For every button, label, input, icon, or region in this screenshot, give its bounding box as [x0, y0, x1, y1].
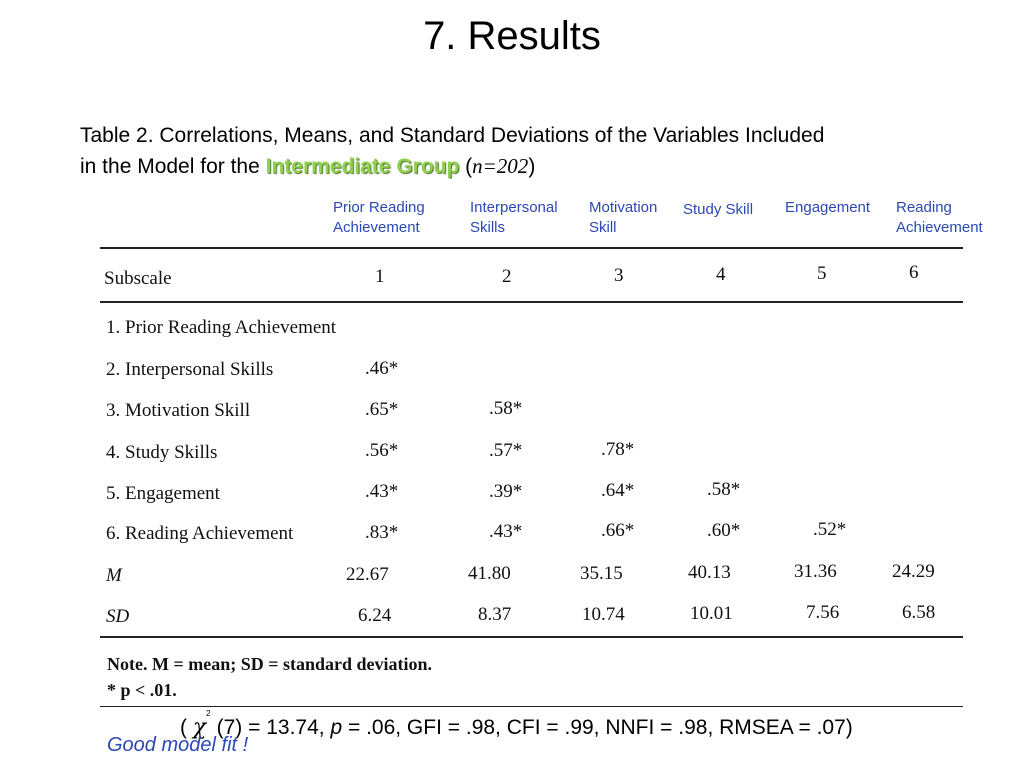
sd-value: 7.56 [806, 602, 840, 623]
correlation-value: .43* [489, 521, 523, 542]
col-number: 2 [502, 266, 512, 287]
mean-value: 31.36 [794, 561, 837, 582]
caption-prefix: in the Model for the [80, 155, 266, 178]
group-highlight: Intermediate Group [265, 155, 460, 178]
stats-text-b: = .06, GFI = .98, CFI = .99, NNFI = .98, RMSEA = .07) [342, 716, 853, 739]
correlation-value: .46* [365, 358, 399, 379]
slide-title: 7. Results [423, 14, 601, 58]
row-label: 4. Study Skills [106, 442, 218, 463]
col-label-line: Reading [896, 199, 952, 216]
sd-value: 10.01 [690, 603, 733, 624]
correlation-value: .65* [365, 399, 399, 420]
mean-value: 35.15 [580, 563, 623, 584]
row-label: 1. Prior Reading Achievement [106, 317, 337, 338]
col-label-line: Achievement [333, 219, 420, 236]
correlation-value: .58* [489, 398, 523, 419]
table-note: Note. M = mean; SD = standard deviation. [107, 654, 433, 674]
col-number: 1 [375, 266, 385, 287]
col-label-reading-achievement [896, 198, 983, 238]
col-number: 6 [909, 262, 919, 283]
col-label-interpersonal [470, 198, 558, 238]
col-label-motivation [589, 198, 657, 238]
mean-value: 41.80 [468, 563, 511, 584]
col-number: 4 [716, 264, 726, 285]
correlation-value: .58* [707, 479, 741, 500]
stats-text-a: (7) = 13.74, [216, 716, 331, 739]
fit-statistics [180, 709, 853, 740]
col-label-line: Skills [470, 219, 506, 236]
col-label-line: Motivation [589, 199, 658, 216]
mean-label: M [106, 565, 122, 586]
col-label-line: Interpersonal [470, 199, 558, 216]
mean-value: 22.67 [346, 564, 389, 585]
caption-paren-close: ) [528, 155, 536, 178]
row-label: 6. Reading Achievement [106, 523, 294, 544]
col-label-prior-reading [333, 198, 425, 238]
correlation-value: .66* [601, 520, 635, 541]
subscale-header: Subscale [104, 268, 172, 289]
col-label-line: Skill [589, 219, 617, 236]
chi-square-symbol: χ [192, 715, 207, 740]
correlation-value: .39* [489, 481, 523, 502]
correlation-value: .78* [601, 439, 635, 460]
col-label-line: Study Skill [683, 201, 754, 218]
row-label: 3. Motivation Skill [106, 400, 251, 421]
stats-open: ( [180, 716, 193, 739]
correlation-value: .60* [707, 520, 741, 541]
caption-line-2 [80, 151, 1010, 182]
table-rule-top [100, 247, 963, 249]
sd-value: 10.74 [582, 604, 625, 625]
col-number: 3 [614, 265, 624, 286]
correlation-value: .57* [489, 440, 523, 461]
col-label-engagement [785, 198, 870, 218]
sd-label: SD [106, 606, 130, 627]
mean-value: 40.13 [688, 562, 731, 583]
correlation-value: .83* [365, 522, 399, 543]
correlation-value: .56* [365, 440, 399, 461]
row-label: 5. Engagement [106, 483, 220, 504]
sd-value: 6.58 [902, 602, 936, 623]
row-label: 2. Interpersonal Skills [106, 359, 274, 380]
col-label-study-skill [683, 200, 753, 220]
significance-note: * p < .01. [107, 680, 177, 700]
col-label-line: Prior Reading [333, 199, 425, 216]
sd-value: 8.37 [478, 604, 512, 625]
table-rule-note [100, 706, 963, 707]
caption-paren-open: ( [459, 155, 473, 178]
sd-value: 6.24 [358, 605, 392, 626]
correlation-value: .43* [365, 481, 399, 502]
chi-superscript: 2 [206, 709, 211, 718]
model-fit-note: Good model fit ! [107, 734, 249, 756]
correlation-value: .52* [813, 519, 847, 540]
p-label: p [330, 716, 343, 739]
table-rule-header [100, 301, 963, 303]
col-number: 5 [817, 263, 827, 284]
col-label-line: Engagement [785, 199, 871, 216]
correlation-value: .64* [601, 480, 635, 501]
col-label-line: Achievement [896, 219, 983, 236]
caption-line-1: Table 2. Correlations, Means, and Standard Deviations of the Variables Included [80, 124, 825, 147]
mean-value: 24.29 [892, 561, 935, 582]
sample-size: n=202 [472, 154, 529, 178]
table-caption [80, 121, 1010, 182]
table-rule-bottom [100, 636, 963, 638]
